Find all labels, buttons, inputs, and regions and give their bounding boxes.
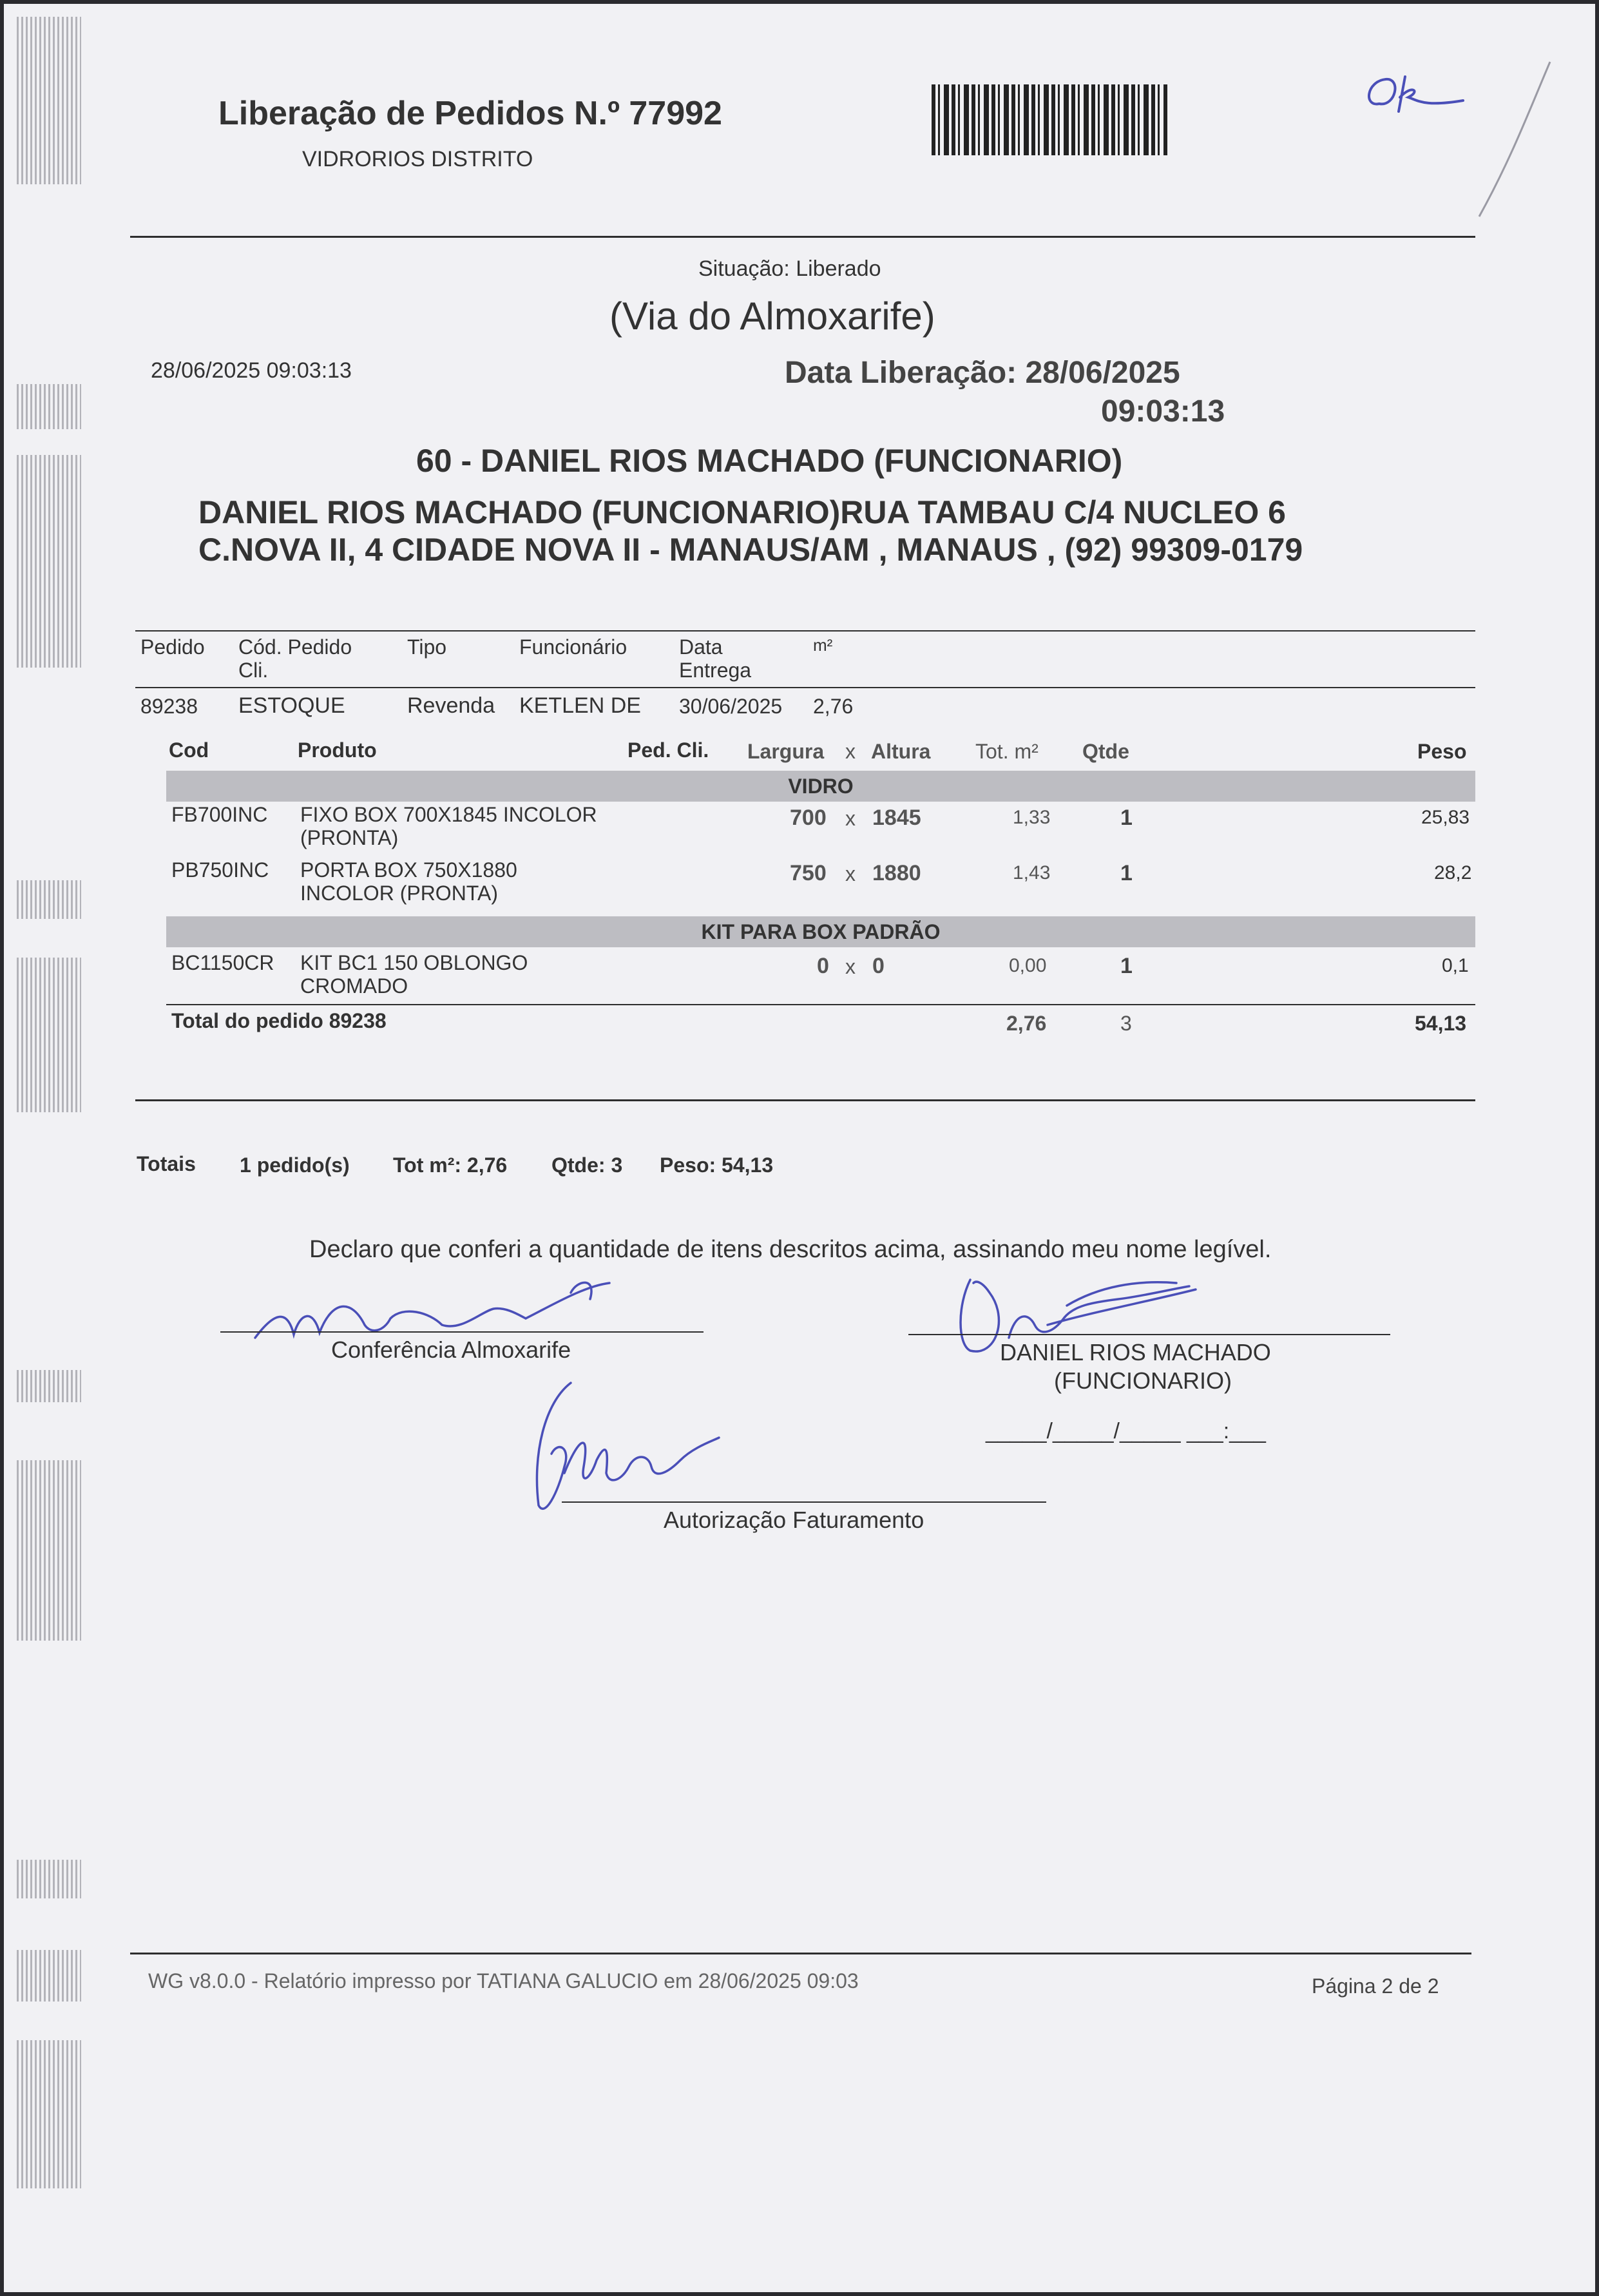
- conferencia-signature-line: [220, 1331, 704, 1333]
- document-title: Liberação de Pedidos N.º 77992: [218, 95, 722, 132]
- client-signature-line: [908, 1334, 1390, 1335]
- col-funcionario-header: Funcionário: [519, 635, 627, 659]
- col-m2-header: m²: [813, 635, 833, 655]
- totals-label: Totais: [137, 1152, 196, 1175]
- item-largura: 700: [790, 806, 827, 830]
- release-date: Data Liberação: 28/06/2025: [785, 356, 1180, 390]
- order-pedido: 89238: [140, 695, 198, 718]
- items-col-largura: Largura: [747, 740, 825, 763]
- item-largura: 750: [790, 861, 827, 885]
- item-x: x: [845, 862, 856, 885]
- client-name-line1: DANIEL RIOS MACHADO: [1000, 1339, 1271, 1365]
- document-page: [4, 4, 1595, 2292]
- item-produto-line1: PORTA BOX 750X1880: [300, 858, 517, 882]
- totals-tot-m2: Tot m²: 2,76: [393, 1153, 508, 1177]
- items-col-cod: Cod: [169, 738, 209, 762]
- order-funcionario: KETLEN DE: [519, 693, 641, 718]
- item-tot-m2: 0,00: [1009, 955, 1047, 976]
- items-col-altura: Altura: [871, 740, 931, 763]
- client-address-line1: DANIEL RIOS MACHADO (FUNCIONARIO)RUA TAMBAU C/4 NUCLEO 6: [198, 494, 1286, 530]
- footer-rule: [130, 1953, 1471, 1954]
- items-col-peso: Peso: [1417, 740, 1467, 763]
- col-data-header: Data: [679, 635, 723, 659]
- print-datetime: 28/06/2025 09:03:13: [151, 358, 352, 383]
- item-peso: 0,1: [1442, 955, 1469, 976]
- items-col-tot-m2: Tot. m²: [975, 740, 1039, 763]
- order-cod-pedido: ESTOQUE: [238, 693, 345, 718]
- scan-edge-artifacts: [10, 4, 88, 2292]
- item-qtde: 1: [1120, 861, 1133, 885]
- col-cod-pedido-header: Cód. Pedido: [238, 635, 352, 659]
- client-code-name: 60 - DANIEL RIOS MACHADO (FUNCIONARIO): [416, 443, 1123, 479]
- group-name: VIDRO: [788, 775, 854, 798]
- status-situacao: Situação: Liberado: [698, 256, 881, 281]
- autorizacao-label: Autorização Faturamento: [664, 1507, 924, 1533]
- declaration-text: Declaro que conferi a quantidade de itens descritos acima, assinando meu nome legível.: [309, 1236, 1272, 1263]
- total-rule: [166, 1004, 1475, 1005]
- item-tot-m2: 1,43: [1013, 862, 1051, 883]
- table-bottom-rule: [135, 1099, 1475, 1101]
- group-name: KIT PARA BOX PADRÃO: [701, 920, 941, 943]
- order-tipo: Revenda: [407, 693, 495, 718]
- item-peso: 28,2: [1434, 862, 1472, 883]
- col-tipo-header: Tipo: [407, 635, 447, 659]
- col-cod-pedido-header-cli: Cli.: [238, 659, 269, 682]
- item-x: x: [845, 807, 856, 830]
- order-table-header-rule: [135, 687, 1475, 688]
- items-col-x: x: [845, 740, 856, 763]
- item-tot-m2: 1,33: [1013, 807, 1051, 828]
- item-produto-line1: KIT BC1 150 OBLONGO: [300, 951, 528, 974]
- items-col-produto: Produto: [298, 738, 377, 762]
- col-data-entrega-header: Entrega: [679, 659, 752, 682]
- autorizacao-signature: [519, 1376, 732, 1518]
- items-col-ped-cli: Ped. Cli.: [627, 738, 709, 762]
- item-altura: 1845: [872, 806, 921, 830]
- item-altura: 0: [872, 954, 885, 978]
- item-x: x: [845, 955, 856, 978]
- items-col-qtde: Qtde: [1082, 740, 1129, 763]
- item-qtde: 1: [1120, 954, 1133, 978]
- item-altura: 1880: [872, 861, 921, 885]
- handwritten-ok-mark: [1360, 72, 1482, 123]
- order-table-top-rule: [135, 630, 1475, 632]
- item-qtde: 1: [1120, 806, 1133, 830]
- item-cod: FB700INC: [171, 803, 268, 826]
- total-peso: 54,13: [1415, 1012, 1467, 1035]
- item-produto-line2: CROMADO: [300, 974, 408, 998]
- via-label: (Via do Almoxarife): [609, 294, 935, 338]
- totals-qtde: Qtde: 3: [551, 1153, 623, 1177]
- date-time-blanks: _____/_____/_____ ___:___: [986, 1419, 1266, 1443]
- company-name: VIDRORIOS DISTRITO: [302, 147, 533, 171]
- col-pedido-header: Pedido: [140, 635, 205, 659]
- header-divider: [130, 236, 1475, 238]
- client-name-line2: (FUNCIONARIO): [1054, 1367, 1232, 1394]
- total-tot-m2: 2,76: [1006, 1012, 1047, 1035]
- barcode-image: [932, 84, 1167, 155]
- conferencia-label: Conferência Almoxarife: [331, 1336, 571, 1363]
- client-address-line2: C.NOVA II, 4 CIDADE NOVA II - MANAUS/AM , MANAUS , (92) 99309-0179: [198, 532, 1303, 568]
- footer-page-number: Página 2 de 2: [1312, 1974, 1439, 1998]
- item-produto-line2: (PRONTA): [300, 826, 399, 849]
- totals-peso: Peso: 54,13: [660, 1153, 774, 1177]
- footer-printed-by: WG v8.0.0 - Relatório impresso por TATIANA GALUCIO em 28/06/2025 09:03: [148, 1969, 859, 1992]
- group-header-vidro: [166, 771, 1475, 802]
- pen-stroke-mark: [1473, 55, 1563, 223]
- totals-pedidos: 1 pedido(s): [240, 1153, 350, 1177]
- total-label: Total do pedido 89238: [171, 1009, 387, 1032]
- item-cod: PB750INC: [171, 858, 269, 882]
- group-header-kit: [166, 916, 1475, 947]
- order-data-entrega: 30/06/2025: [679, 695, 783, 718]
- order-m2: 2,76: [813, 695, 854, 718]
- item-produto-line1: FIXO BOX 700X1845 INCOLOR: [300, 803, 597, 826]
- autorizacao-signature-line: [562, 1501, 1046, 1503]
- item-produto-line2: INCOLOR (PRONTA): [300, 882, 498, 905]
- item-cod: BC1150CR: [171, 951, 274, 974]
- item-peso: 25,83: [1421, 807, 1470, 828]
- item-largura: 0: [817, 954, 829, 978]
- total-qtde: 3: [1120, 1012, 1132, 1035]
- release-time: 09:03:13: [1101, 394, 1225, 429]
